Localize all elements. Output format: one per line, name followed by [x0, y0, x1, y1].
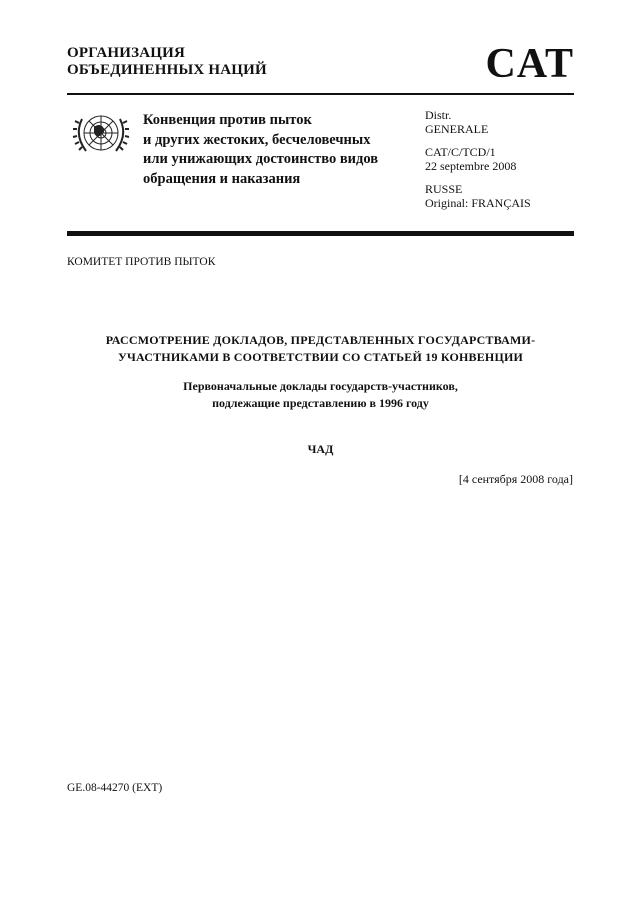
- org-line-1: ОРГАНИЗАЦИЯ: [67, 45, 186, 61]
- document-subtitle: [67, 378, 574, 412]
- organization-name: [67, 45, 267, 79]
- committee-name: КОМИТЕТ ПРОТИВ ПЫТОК: [67, 256, 216, 268]
- document-metadata: [425, 108, 531, 219]
- title-line: УЧАСТНИКАМИ В СООТВЕТСТВИИ СО СТАТЬЕЙ 19 КОНВЕНЦИИ: [117, 350, 524, 364]
- original-language: Original: FRANÇAIS: [425, 196, 531, 210]
- country-heading: ЧАД: [307, 442, 334, 456]
- convention-line: или унижающих достоинство видов: [143, 151, 379, 167]
- document-series-symbol: CAT: [485, 41, 574, 87]
- subtitle-line: подлежащие представлению в 1996 году: [212, 396, 429, 410]
- convention-line: и других жестоких, бесчеловечных: [143, 131, 371, 148]
- report-date: [4 сентября 2008 года]: [458, 472, 573, 486]
- top-divider: [67, 93, 574, 95]
- document-date: 22 septembre 2008: [425, 159, 517, 173]
- language: RUSSE: [425, 182, 463, 196]
- convention-line: Конвенция против пыток: [143, 112, 312, 128]
- header-bottom-divider: [67, 231, 574, 236]
- convention-title: [143, 111, 378, 189]
- un-emblem-icon: [70, 109, 132, 159]
- distribution-label: Distr.: [425, 108, 452, 122]
- job-number: GE.08-44270 (EXT): [67, 782, 163, 794]
- convention-line: обращения и наказания: [143, 170, 301, 187]
- org-line-2: ОБЪЕДИНЕННЫХ НАЦИЙ: [67, 62, 267, 78]
- distribution-value: GENERALE: [425, 122, 489, 136]
- title-line: РАССМОТРЕНИЕ ДОКЛАДОВ, ПРЕДСТАВЛЕННЫХ ГОСУДАРСТВАМИ-: [105, 333, 536, 347]
- document-symbol: CAT/C/TCD/1: [425, 145, 496, 159]
- subtitle-line: Первоначальные доклады государств-участников,: [183, 379, 458, 393]
- document-title: [67, 332, 574, 366]
